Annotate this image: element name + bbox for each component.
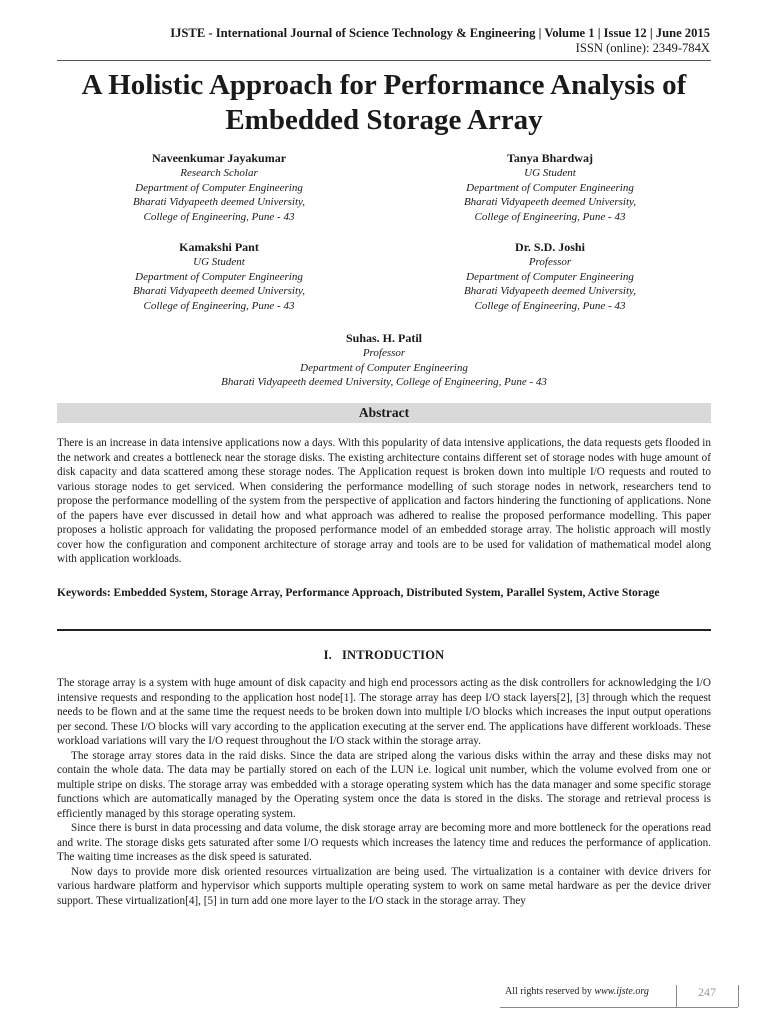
section-title-initial: I: [341, 648, 348, 662]
author-name: Tanya Bhardwaj: [507, 151, 593, 165]
journal-url: www.ijste.org: [594, 986, 649, 997]
journal-line: IJSTE - International Journal of Science Technology & Engineering | Volume 1 | Issue 12 | June 2015: [170, 26, 710, 40]
author-role: Research Scholar: [180, 167, 258, 179]
keywords: Keywords: Embedded System, Storage Array, Performance Approach, Distributed System, Parallel System, Active Storage: [57, 587, 660, 599]
rights-text: All rights reserved by: [505, 986, 595, 997]
author-block: [415, 240, 685, 313]
author-block: [84, 151, 354, 224]
abstract-body: There is an increase in data intensive applications now a days. With this popularity of data intensive applications, the data requests gets flooded in the network and creates a bottleneck near the storage disks. The existing architecture contains different set of storage nodes with huge amount of disk capacity and data scattered among these storage nodes. The Application request is broken down into multiple I/O requests and routed to various storage nodes to get serviced. When considering the performance modelling of such storage nodes in network, researchers tend to propose the performance modelling of the system from the perspective of application and factors hindering the functioning of applications. None of the papers have ever discussed in detail how and what approach was adhered to realise the proposed performance modelling. This paper proposes a holistic approach for validating the proposed performance model of an embedded storage array. The holistic approach will mostly cover how the configuration and component architecture of storage array and tools are to be used for validation of mathematical model along with application workloads.: [57, 437, 711, 565]
author-college: College of Engineering, Pune - 43: [143, 299, 295, 312]
author-department: Department of Computer Engineering: [466, 181, 634, 194]
footer-rights: [505, 986, 649, 998]
author-name: Kamakshi Pant: [179, 240, 259, 254]
author-block: [104, 331, 664, 390]
author-role: UG Student: [193, 256, 245, 268]
section-number: I.: [323, 648, 332, 662]
author-university: Bharati Vidyapeeth deemed University,: [463, 285, 637, 298]
section-divider: [57, 629, 711, 631]
footer-rule: [500, 1007, 738, 1008]
paragraph: The storage array stores data in the raid disks. Since the data are striped along the various disks within the array and these disks may not contain the whole data. The data may be partially stored on each of the LUN i.e. logical unit number, which the volume evolved from one or multiple stripe on disks. The storage array was embedded with a storage operating system which has the data manager and some specific storage functions which are automatically managed by the Operating system once the data is stored in the disks. The storage and retrieval process is efficiently managed by this storage operating system.: [57, 749, 711, 820]
paragraph: Now days to provide more disk oriented resources virtualization are being used. The virtualization is a container with device drivers for various hardware platform and hypervisor which supports multiple operating system to work on same metal hardware as per the device driver support. These virtualization[4], [5] in turn add one more layer to the I/O stack in the storage array. They: [57, 865, 711, 907]
section-heading: [57, 648, 711, 663]
author-role: UG Student: [524, 167, 576, 179]
author-block: [84, 240, 354, 313]
paragraph: Since there is burst in data processing and data volume, the disk storage array are becoming more and more bottleneck for the operations read and write. The storage disks gets saturated after some I/O requests which increases the latency time and reduces the performance of application. The waiting time increases as the disk speed is saturated.: [57, 822, 711, 863]
paper-title: [40, 68, 728, 138]
author-college: College of Engineering, Pune - 43: [143, 210, 295, 223]
page-number: 247: [698, 985, 716, 999]
author-name: Dr. S.D. Joshi: [515, 240, 585, 254]
author-department: Department of Computer Engineering: [135, 181, 303, 194]
footer-divider: [676, 985, 677, 1007]
author-university: Bharati Vidyapeeth deemed University,: [132, 285, 306, 298]
author-university: Bharati Vidyapeeth deemed University,: [463, 196, 637, 209]
footer-divider: [738, 985, 739, 1007]
author-college: College of Engineering, Pune - 43: [474, 299, 626, 312]
author-college: College of Engineering, Pune - 43: [474, 210, 626, 223]
running-header: [170, 26, 710, 56]
author-university: Bharati Vidyapeeth deemed University, College of Engineering, Pune - 43: [221, 376, 547, 389]
title-line-1: A Holistic Approach for Performance Analysis of: [81, 69, 687, 101]
author-role: Professor: [528, 256, 572, 268]
issn-line: ISSN (online): 2349-784X: [575, 41, 710, 55]
title-line-2: Embedded Storage Array: [225, 104, 543, 136]
header-rule: [57, 60, 711, 61]
author-department: Department of Computer Engineering: [466, 270, 634, 283]
author-role: Professor: [362, 347, 406, 359]
author-name: Suhas. H. Patil: [345, 331, 423, 345]
introduction-body: [57, 676, 711, 908]
abstract-heading: Abstract: [57, 403, 711, 423]
section-title-rest: NTRODUCTION: [347, 648, 445, 662]
author-department: Department of Computer Engineering: [300, 361, 468, 374]
author-university: Bharati Vidyapeeth deemed University,: [132, 196, 306, 209]
author-block: [415, 151, 685, 224]
paragraph: The storage array is a system with huge amount of disk capacity and high end processors acting as the disk controllers for acknowledging the I/O intensive requests and responding to the application host node[1]. The storage array has deep I/O stack layers[2], [3] through which the request needs to be flown and at the same time the request needs to be broken down into multiple I/O blocks which increases the input output operations per second. These I/O blocks will vary according to the application executing at the server end. The applications have different workloads. These workload variations will vary the I/O request throughout the I/O stack within the storage array.: [57, 677, 711, 747]
author-department: Department of Computer Engineering: [135, 270, 303, 283]
author-name: Naveenkumar Jayakumar: [151, 151, 287, 165]
